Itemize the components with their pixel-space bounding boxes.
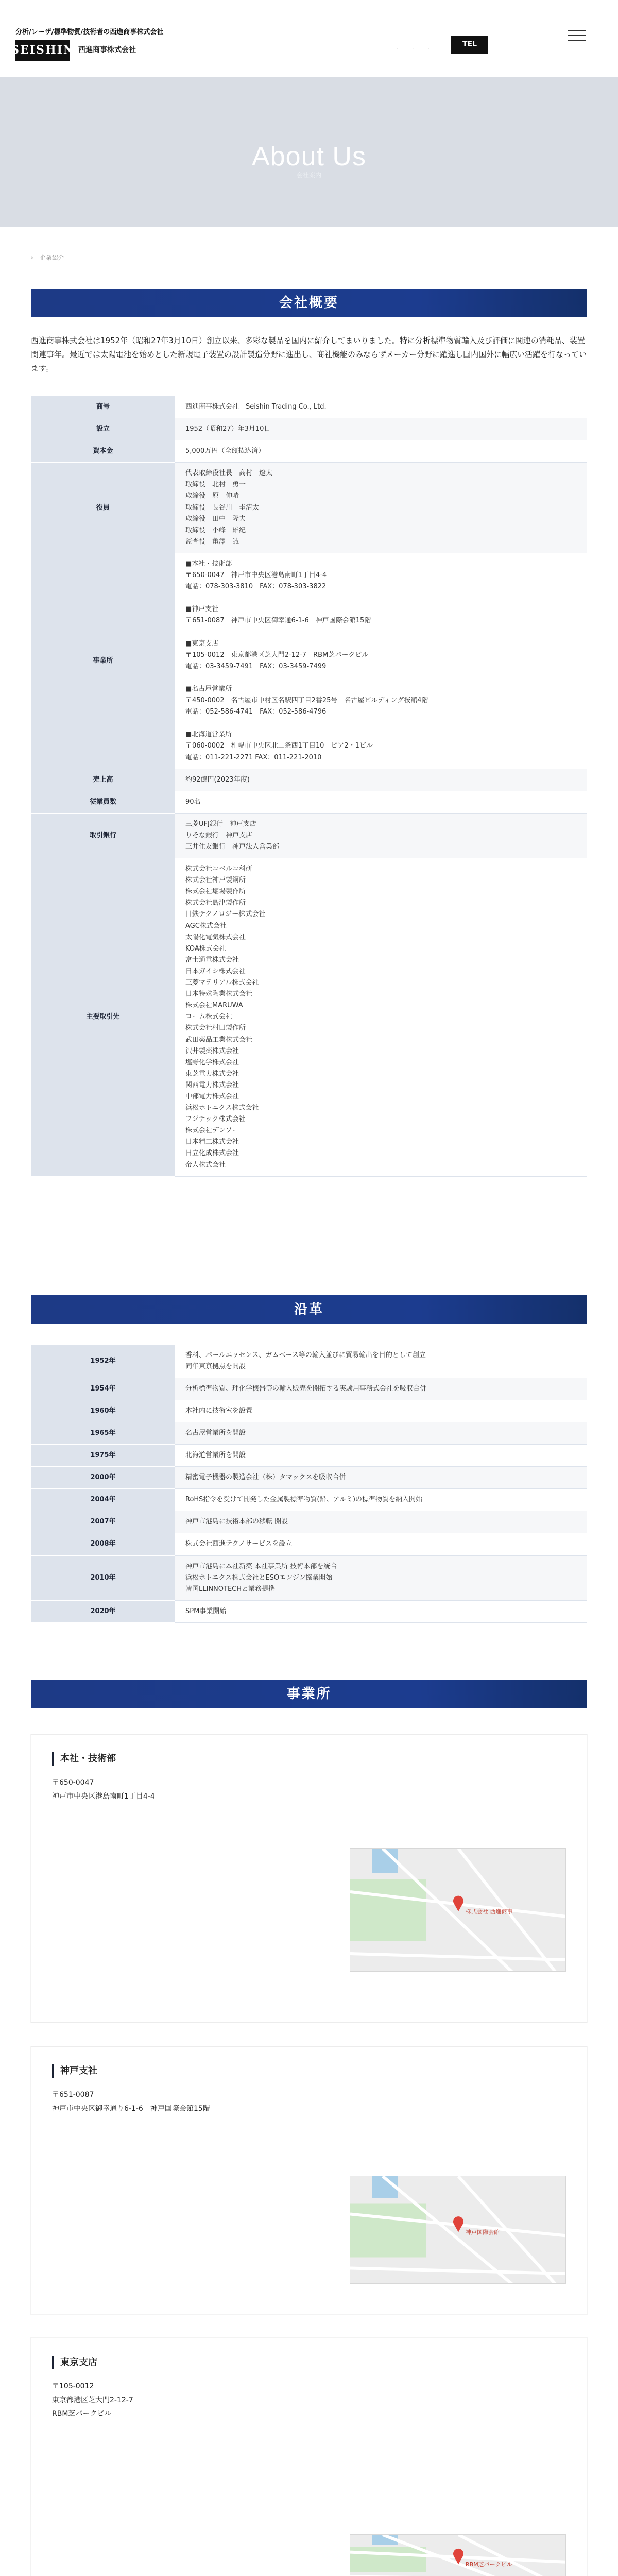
row-label: 2000年 [31, 1467, 175, 1489]
overview-intro: 西進商事株式会社は1952年（昭和27年3月10日）創立以来、多彩な製品を国内に紹介してまいりました。特に分析標準物質輸入及び評価に関連の消耗品、装置関連事年。最近では太陽電池を始めとした新規電子装置の設計製造分野に進出し、商社機能のみならずメーカー分野に躍進し国内国外に幅広い活躍を行なっています。 [31, 336, 587, 373]
breadcrumb [0, 227, 618, 289]
hero-subtitle: 会社案内 [296, 172, 321, 179]
history-heading: 沿革 [31, 1295, 587, 1324]
office-map[interactable] [350, 1848, 566, 1972]
row-value: 神戸市港島に技術本部の移転 開設 [175, 1511, 587, 1533]
offices-list [0, 1734, 618, 2576]
office-address: 〒105-0012 東京都港区芝大門2-12-7 RBM芝パークビル [52, 2382, 133, 2418]
row-value: SPM事業開始 [175, 1600, 587, 1622]
site-tagline: 分析/レーザ/標準物質/技術者の西進商事株式会社 [15, 28, 164, 36]
row-value: 代表取締役社長 高村 遼太 取締役 北村 勇一 取締役 原 伸晴 取締役 長谷川 圭清太 取締役 田中 隆夫 取締役 小峰 雄紀 監査役 亀澤 誠 [175, 463, 587, 553]
row-label: 2020年 [31, 1600, 175, 1622]
history-table [31, 1345, 587, 1623]
row-label: 2004年 [31, 1489, 175, 1511]
overview-row [31, 396, 587, 418]
overview-row [31, 418, 587, 440]
history-row [31, 1533, 587, 1555]
company-logo: SEISHIN [15, 40, 70, 61]
row-label: 取引銀行 [31, 813, 175, 858]
map-label: RBM芝パークビル [466, 2561, 512, 2568]
row-value: 1952（昭和27）年3月10日 [175, 418, 587, 440]
history-row [31, 1600, 587, 1622]
row-label: 1954年 [31, 1378, 175, 1400]
overview-row [31, 858, 587, 1177]
row-label: 主要取引先 [31, 858, 175, 1177]
office-name: 本社・技術部 [52, 1752, 566, 1766]
office-map[interactable] [350, 2534, 566, 2576]
overview-row [31, 440, 587, 463]
site-header [0, 0, 618, 77]
breadcrumb-current[interactable]: 企業紹介 [39, 253, 64, 261]
row-label: 1952年 [31, 1345, 175, 1378]
row-value: 分析標準物質、理化学機器等の輸入販売を開拓する実験用事務式会社を吸収合併 [175, 1378, 587, 1400]
overview-row [31, 463, 587, 553]
row-label: 事業所 [31, 553, 175, 769]
row-label: 資本金 [31, 440, 175, 463]
row-label: 売上高 [31, 769, 175, 791]
map-label: 株式会社 西進商事 [466, 1908, 513, 1915]
history-row [31, 1489, 587, 1511]
office-address: 〒651-0087 神戸市中央区御幸通り6-1-6 神戸国際会館15階 [52, 2090, 210, 2113]
row-value: 株式会社西進テクノサービスを設立 [175, 1533, 587, 1555]
row-label: 1960年 [31, 1400, 175, 1422]
overview-row [31, 553, 587, 769]
chevron-right-icon: › [31, 253, 33, 261]
office-card [31, 2338, 587, 2576]
history-row [31, 1422, 587, 1445]
row-label: 2010年 [31, 1555, 175, 1600]
row-label: 2008年 [31, 1533, 175, 1555]
office-card [31, 1734, 587, 2023]
office-map[interactable] [350, 2176, 566, 2284]
row-value: 北海道営業所を開設 [175, 1445, 587, 1467]
menu-icon[interactable] [568, 26, 586, 44]
overview-row [31, 769, 587, 791]
row-value: 神戸市港島に本社新築 本社事業所 技術本部を統合 浜松ホトニクス株式会社とESOエンジン協業開始 韓国LLINNOTECHと業務提携 [175, 1555, 587, 1600]
overview-heading: 会社概要 [31, 289, 587, 317]
office-name: 神戸支社 [52, 2064, 566, 2078]
row-value: 香料、パールエッセンス、ガムベース等の輸入並びに貿易輸出を目的として創立 同年東京拠点を開設 [175, 1345, 587, 1378]
office-card [31, 2046, 587, 2314]
row-value: RoHS指令を受けて開発した金属製標準物質(鉛、アルミ)の標準物質を納入開始 [175, 1489, 587, 1511]
hero-title: About Us [252, 142, 366, 172]
map-label: 神戸国際会館 [466, 2229, 500, 2236]
row-value: ■本社・技術部 〒650-0047 神戸市中央区港島南町1丁目4-4 電話：078-303-3810 FAX：078-303-3822 ■神戸支社 〒651-0087 神戸市中央区御幸通6-1-6 神戸国際会館15階 ■東京支店 〒105-0012 東京都港区芝大門2-12-7 RBM芝パークビル 電話：03-3459-7491 FAX：03-3459-7499 ■名古屋営業所 〒450-0002 名古屋市中村区名駅四丁目2番25号 名古屋ビルディング桜館4階 電話：052-586-4741 FAX：052-586-4796 ■北海道営業所 〒060-0002 札幌市中央区北二条西1丁目10 ピア2・1ビル 電話：011-221-2271 FAX：011-221-2010 [175, 553, 587, 769]
row-value: 5,000万円（全額払込済） [175, 440, 587, 463]
overview-row [31, 791, 587, 813]
row-value: 西進商事株式会社 Seishin Trading Co., Ltd. [175, 396, 587, 418]
history-row [31, 1467, 587, 1489]
history-row [31, 1400, 587, 1422]
row-label: 1965年 [31, 1422, 175, 1445]
row-label: 1975年 [31, 1445, 175, 1467]
history-row [31, 1511, 587, 1533]
row-label: 設立 [31, 418, 175, 440]
row-value: 名古屋営業所を開設 [175, 1422, 587, 1445]
history-row [31, 1378, 587, 1400]
hero-banner [0, 77, 618, 227]
history-row [31, 1555, 587, 1600]
row-label: 2007年 [31, 1511, 175, 1533]
overview-row [31, 813, 587, 858]
row-label: 商号 [31, 396, 175, 418]
row-value: 約92億円(2023年度) [175, 769, 587, 791]
row-value: 90名 [175, 791, 587, 813]
office-name: 東京支店 [52, 2356, 566, 2369]
company-name: 西進商事株式会社 [78, 46, 136, 55]
history-row [31, 1445, 587, 1467]
row-label: 従業員数 [31, 791, 175, 813]
row-value: 精密電子機器の製造会社（株）タマックスを吸収合併 [175, 1467, 587, 1489]
row-value: 株式会社コベルコ科研 株式会社神戸製鋼所 株式会社堀場製作所 株式会社島津製作所 日鉄テクノロジー株式会社 AGC株式会社 太陽化電気株式会社 KOA株式会社 富士通電株式会社 日本ガイシ株式会社 三菱マテリアル株式会社 日本特殊陶業株式会社 株式会社MARUWA ローム株式会社 株式会社村田製作所 武田薬品工業株式会社 沢井製薬株式会社 塩野化学株式会社 東芝電力株式会社 関西電力株式会社 中部電力株式会社 浜松ホトニクス株式会社 フジテック株式会社 株式会社デンソー 日本精工株式会社 日立化成株式会社 帝人株式会社 [175, 858, 587, 1177]
row-label: 役員 [31, 463, 175, 553]
history-row [31, 1345, 587, 1378]
offices-heading: 事業所 [31, 1680, 587, 1708]
tel-button[interactable]: TEL [451, 36, 488, 54]
row-value: 三菱UFJ銀行 神戸支店 りそな銀行 神戸支店 三井住友銀行 神戸法人営業部 [175, 813, 587, 858]
row-value: 本社内に技術室を設置 [175, 1400, 587, 1422]
overview-table [31, 396, 587, 1177]
logo-link[interactable] [10, 40, 136, 61]
office-address: 〒650-0047 神戸市中央区港島南町1丁目4-4 [52, 1778, 155, 1801]
nav-dots: · · · [397, 47, 436, 53]
